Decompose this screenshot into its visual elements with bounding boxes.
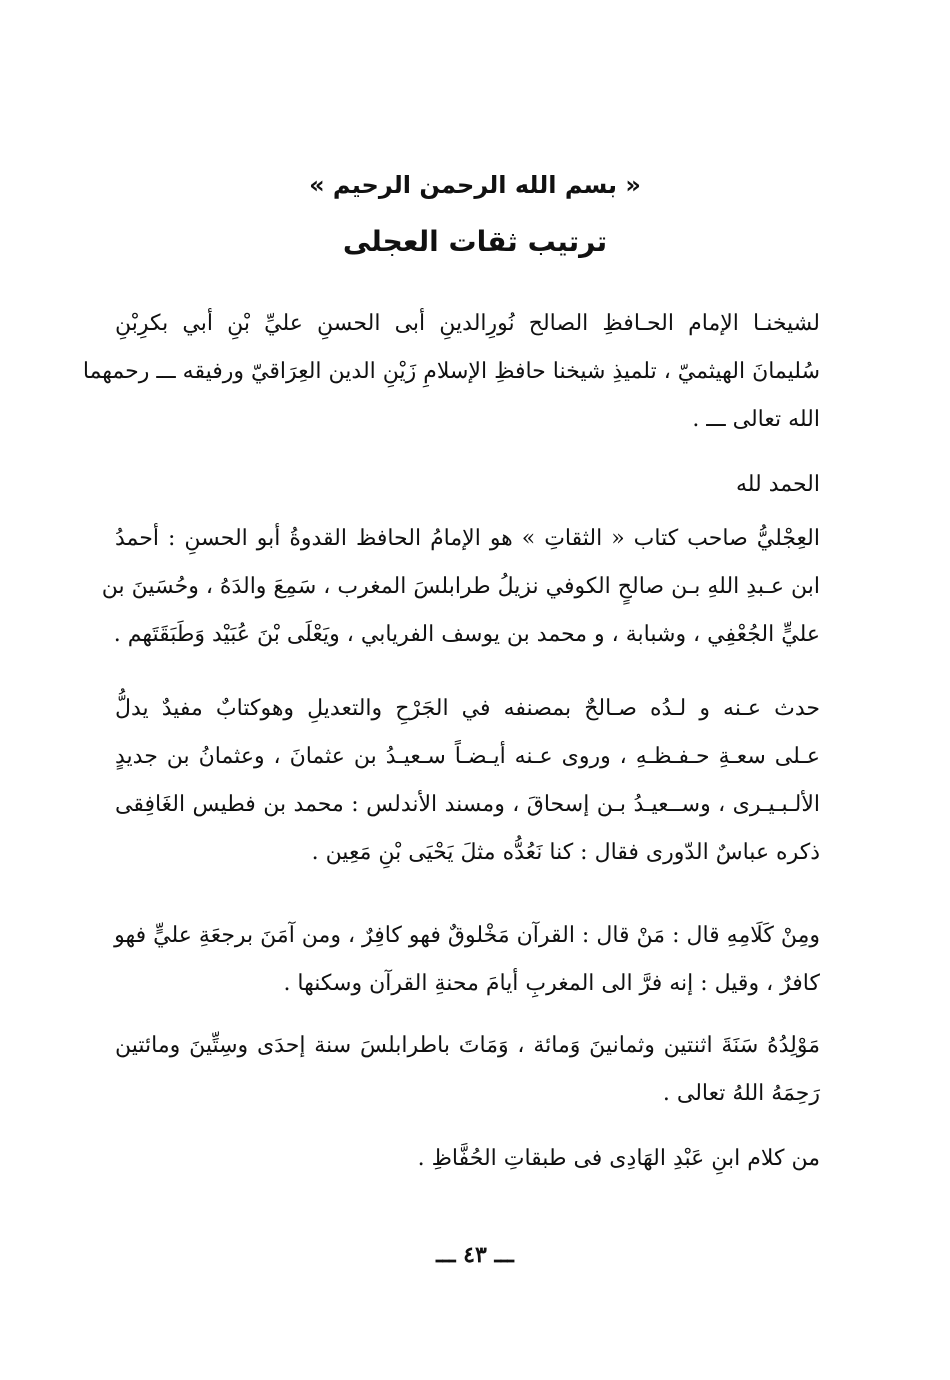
intro-line: لشيخنـا الإمام الحـافظِ الصالح نُورِالدينِ أبى الحسنِ عليِّ بْنِ أبي بكرِبْنِ bbox=[115, 311, 820, 336]
intro-line: سُليمانَ الهيثميّ ، تلميذِ شيخنا حافظِ الإسلامِ زَيْنِ الدين العِرَاقيّ ورفيقه ـــ رحمهما bbox=[82, 359, 820, 384]
narrators-line: ذكره عباسٌ الدّورى فقال : كنا نَعُدُّه مثلَ يَحْيَى بْنِ مَعِين . bbox=[311, 840, 820, 865]
narrators-paragraph bbox=[115, 685, 820, 877]
intro-paragraph bbox=[82, 300, 820, 444]
saying-line: ومِنْ كَلَامِهِ قال : مَنْ قال : القرآن مَخْلوقٌ فهو كافِرٌ ، ومن آمَنَ برجعَةِ عليٍّ فهو bbox=[114, 923, 820, 948]
hamd-heading: الحمد لله bbox=[735, 472, 820, 497]
bio-line: عليٍّ الجُعْفِي ، وشبابة ، و محمد بن يوسف الفريابي ، ويَعْلَى بْنَ عُبَيْد وَطَبَقَتَهم . bbox=[113, 622, 820, 647]
birth-line: مَوْلِدُهُ سَنَةَ اثنتين وثمانينَ وَمائة ، وَمَاتَ باطرابلسَ سنة إحدَى وسِتِّينَ ومائتين bbox=[115, 1033, 820, 1058]
bio-paragraph bbox=[101, 515, 820, 659]
bio-line: ابن عـبدِ اللهِ بـن صالحٍ الكوفي نزيلُ طرابلسَ المغرب ، سَمِعَ والدَهُ ، وحُسَينَ بن bbox=[101, 574, 820, 599]
birth-paragraph bbox=[115, 1022, 820, 1118]
narrators-line: حدث عـنه و لـدُه صـالحٌ بمصنفه في الجَرْحِ والتعديلِ وهوكتابٌ مفيدٌ يدلُّ bbox=[115, 696, 820, 721]
basmala: « بسم الله الرحمن الرحيم » bbox=[309, 171, 641, 199]
saying-line: كافرٌ ، وقيل : إنه فرَّ الى المغربِ أيامَ محنةِ القرآن وسكنها . bbox=[283, 971, 820, 996]
narrators-line: الألـبـيـرى ، وســعيـدُ بـن إسحاقَ ، ومسند الأندلس : محمد بن فطيس الغَافِقى bbox=[115, 792, 820, 817]
saying-paragraph bbox=[115, 912, 820, 1008]
narrators-line: عـلى سعـةِ حـفـظـهِ ، وروى عـنه أيـضـاً سـعيـدُ بن عثمانَ ، وعثمانُ بن جديدٍ bbox=[115, 744, 820, 769]
bio-line: العِجْليُّ صاحب كتاب « الثقاتِ » هو الإمامُ الحافظ القدوةُ أبو الحسنِ : أحمدُ bbox=[115, 526, 820, 551]
page-number: ـــ ٤٣ ـــ bbox=[436, 1242, 514, 1268]
source-line: من كلام ابنِ عَبْدِ الهَادِى فى طبقاتِ الحُفَّاظِ . bbox=[417, 1146, 820, 1171]
page-title: ترتيب ثقات العجلى bbox=[342, 225, 608, 258]
intro-line: الله تعالى ـــ . bbox=[692, 407, 820, 432]
birth-line: رَحِمَهُ اللهُ تعالى . bbox=[662, 1081, 820, 1106]
source-paragraph bbox=[115, 1135, 820, 1183]
